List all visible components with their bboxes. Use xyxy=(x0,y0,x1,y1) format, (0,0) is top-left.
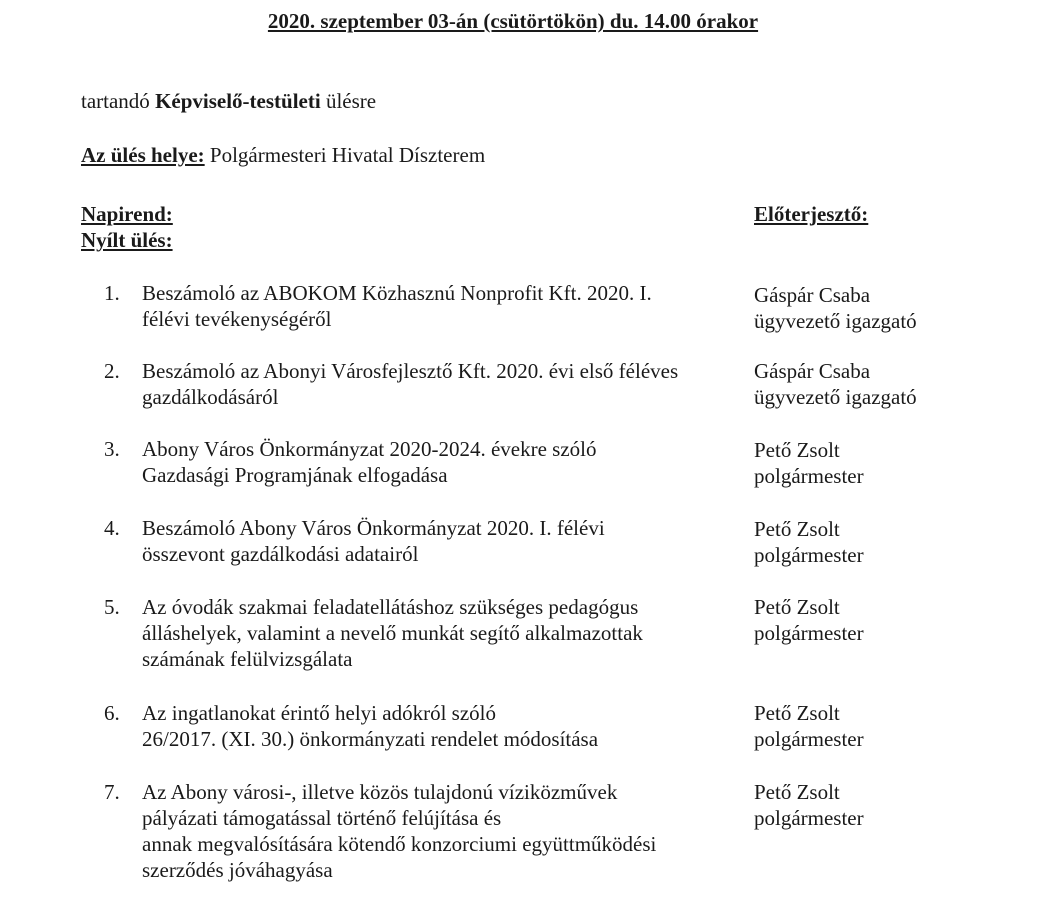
agenda-title: Napirend: xyxy=(81,202,173,226)
agenda-item-line: álláshelyek, valamint a nevelő munkát segítő alkalmazottak xyxy=(142,621,643,645)
presenter-column-title: Előterjesztő: xyxy=(754,202,869,226)
presenter-role: polgármester xyxy=(754,464,864,488)
agenda-item-number: 5. xyxy=(104,595,120,619)
presenter-name: Pető Zsolt xyxy=(754,438,840,462)
agenda-item-presenter xyxy=(754,282,1044,334)
venue-label: Az ülés helye: xyxy=(81,143,205,167)
agenda-item-number: 4. xyxy=(104,516,120,540)
presenter-name: Pető Zsolt xyxy=(754,780,840,804)
agenda-item-line: Beszámoló az ABOKOM Közhasznú Nonprofit Kft. 2020. I. xyxy=(142,281,652,305)
agenda-item-presenter xyxy=(754,779,1044,831)
presenter-role: ügyvezető igazgató xyxy=(754,309,917,333)
open-session-title: Nyílt ülés: xyxy=(81,228,173,252)
agenda-item-description xyxy=(142,515,742,567)
presenter-name: Gáspár Csaba xyxy=(754,283,871,307)
presenter-role: polgármester xyxy=(754,543,864,567)
meeting-date-heading: 2020. szeptember 03-án (csütörtökön) du. 14.00 órakor xyxy=(267,9,759,33)
venue-value: Polgármesteri Hivatal Díszterem xyxy=(204,143,486,167)
intro-suffix: ülésre xyxy=(320,89,377,113)
agenda-item-line: Az Abony városi-, illetve közös tulajdonú víziközművek xyxy=(142,780,618,804)
agenda-item-line: szerződés jóváhagyása xyxy=(142,858,333,882)
agenda-item-line: számának felülvizsgálata xyxy=(142,647,353,671)
agenda-item-number: 1. xyxy=(104,281,120,305)
agenda-item-line: Gazdasági Programjának elfogadása xyxy=(142,463,448,487)
presenter-role: polgármester xyxy=(754,621,864,645)
intro-body: Képviselő-testületi xyxy=(155,89,321,113)
presenter-role: polgármester xyxy=(754,806,864,830)
agenda-item-line: gazdálkodásáról xyxy=(142,385,279,409)
agenda-item-presenter xyxy=(754,358,1044,410)
agenda-item-description xyxy=(142,594,742,672)
presenter-role: polgármester xyxy=(754,727,864,751)
agenda-item-presenter xyxy=(754,437,1044,489)
intro-prefix: tartandó xyxy=(81,89,156,113)
presenter-name: Pető Zsolt xyxy=(754,517,840,541)
presenter-name: Gáspár Csaba xyxy=(754,359,871,383)
agenda-item-line: pályázati támogatással történő felújítása és xyxy=(142,806,502,830)
agenda-item-number: 2. xyxy=(104,359,120,383)
agenda-item-line: Beszámoló az Abonyi Városfejlesztő Kft. 2020. évi első féléves xyxy=(142,359,679,383)
agenda-item-line: Abony Város Önkormányzat 2020-2024. évekre szóló xyxy=(142,437,597,461)
intro-line xyxy=(81,88,376,114)
agenda-item-description xyxy=(142,700,742,752)
presenter-name: Pető Zsolt xyxy=(754,701,840,725)
agenda-item-line: összevont gazdálkodási adatairól xyxy=(142,542,419,566)
agenda-item-line: Az óvodák szakmai feladatellátáshoz szükséges pedagógus xyxy=(142,595,639,619)
venue-line xyxy=(81,142,485,168)
presenter-name: Pető Zsolt xyxy=(754,595,840,619)
agenda-item-number: 7. xyxy=(104,780,120,804)
agenda-item-description xyxy=(142,436,742,488)
agenda-item-presenter xyxy=(754,594,1044,646)
agenda-item-line: 26/2017. (XI. 30.) önkormányzati rendelet módosítása xyxy=(142,727,599,751)
agenda-item-description xyxy=(142,779,742,883)
agenda-item-presenter xyxy=(754,516,1044,568)
agenda-item-description xyxy=(142,280,742,332)
agenda-item-line: annak megvalósítására kötendő konzorciumi együttműködési xyxy=(142,832,657,856)
agenda-item-line: félévi tevékenységéről xyxy=(142,307,332,331)
agenda-item-presenter xyxy=(754,700,1044,752)
presenter-role: ügyvezető igazgató xyxy=(754,385,917,409)
agenda-item-line: Az ingatlanokat érintő helyi adókról szóló xyxy=(142,701,496,725)
agenda-item-line: Beszámoló Abony Város Önkormányzat 2020. I. félévi xyxy=(142,516,605,540)
agenda-item-number: 3. xyxy=(104,437,120,461)
agenda-item-description xyxy=(142,358,742,410)
agenda-item-number: 6. xyxy=(104,701,120,725)
